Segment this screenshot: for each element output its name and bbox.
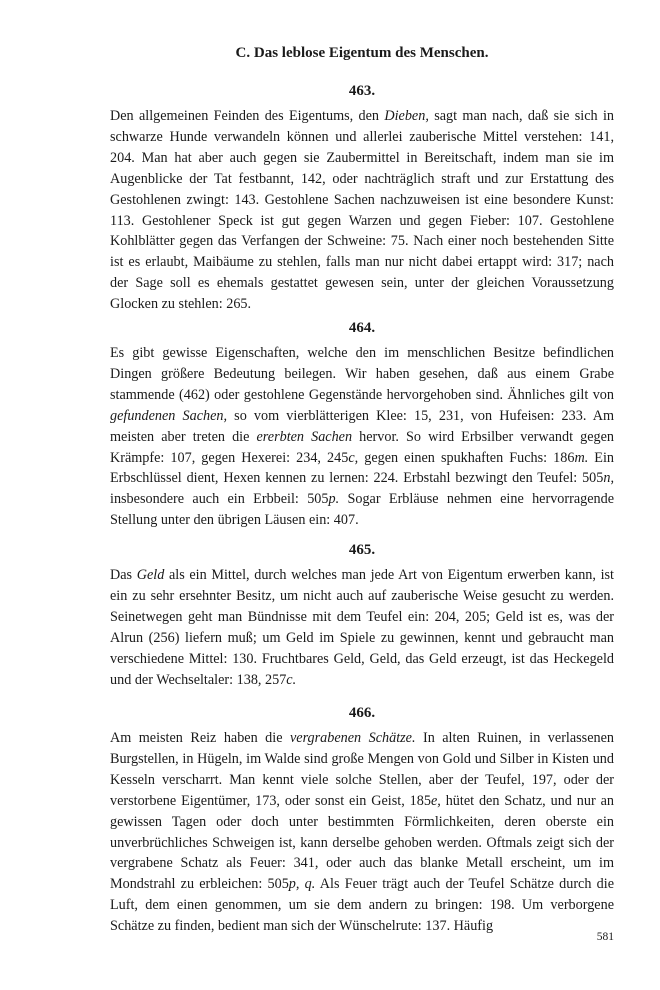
paragraph-number-466: 466. — [348, 705, 376, 721]
paragraph-466 — [110, 728, 614, 937]
paragraph-number-465: 465. — [348, 542, 376, 558]
text-run: Am meisten Reiz haben die — [110, 730, 290, 746]
text-run: gegen einen spukhaften Fuchs: 186 — [358, 449, 575, 466]
paragraph-463 — [110, 106, 614, 315]
section-title: C. Das leblose Eigentum des Menschen. — [235, 45, 489, 61]
text-run: als ein Mittel, durch welches man jede Art von Eigentum erwerben kann, ist ein zu sehr ersehnter Besitz, um nicht auch auf zauberische Weise gesucht zu werden. Seinetwegen geht man Bündnisse mit dem Teufel ein: 204, 205; Geld ist es, was der Alrun (256) liefern muß; um Geld im Spiele zu gewinnen, kennt und gebraucht man verschiedene Mittel: 130. Fruchtbares Geld, Geld, das Geld erzeugt, ist das Heckegeld und der Wechseltaler: 138, 257 — [110, 567, 614, 688]
italic-text-run: Dieben, — [384, 108, 429, 124]
italic-text-run: e, — [430, 792, 441, 809]
paragraph-465 — [110, 565, 614, 690]
italic-text-run: p. — [328, 491, 340, 508]
text-run: hütet den Schatz, und nur an gewissen Tagen oder doch unter bestimmten Förmlichkeiten, deren oberste ein unverbrüchliches Schweigen ist, kann derselbe gehoben werden. Oftmals zeigt sich der vergrabene Schatz als Feuer: 341, oder auch das blanke Metall erscheint, um im Mondstrahl zu erbleichen: 505 — [110, 792, 614, 893]
paragraph-number-464: 464. — [348, 320, 376, 336]
text-run: so vom vierblätterigen Klee: 15, 231, von Hufeisen: 233. Am meisten aber treten die — [110, 407, 614, 445]
italic-text-run: gefundenen Sachen, — [110, 407, 228, 424]
text-run: Den allgemeinen Feinden des Eigentums, den — [110, 108, 385, 124]
italic-text-run: ererbten Sachen — [256, 428, 353, 445]
text-run: sagt man nach, daß sie sich in schwarze Hunde verwandeln können und allerlei zauberische Mittel verstehen: 141, 204. Man hat aber auch gegen sie Zaubermittel in Bereitschaft, indem man sie im Augenblicke der Tat festbannt, 142, oder nachträglich straft und zur Erstattung des Gestohlenen zwingt: 143. Gestohlene Sachen nachzuweisen ist eine besondere Kunst: 113. Gestohlener Speck ist gut gegen Warzen und gegen Fieber: 107. Gestohlene Kohlblätter gegen das Verfangen der Schweine: 75. Nach einer noch bestehenden Sitte ist es erlaubt, Maibäume zu stehlen, falls man nur nicht dabei ertappt wird: 317; nach der Sage soll es ehemals gestattet gewesen sein, unter der gleichen Voraussetzung Glocken zu stehlen: 265. — [110, 108, 614, 313]
text-run: insbesondere auch ein Erbbeil: 505 — [110, 491, 329, 508]
italic-text-run: n, — [603, 470, 614, 487]
text-run: hervor. So wird Erbsilber verwandt gegen Krämpfe: 107, gegen Hexerei: 234, 245 — [110, 428, 614, 466]
text-run: Es gibt gewisse Eigenschaften, welche den im menschlichen Besitze befindlichen Dingen größere Bedeutung beilegen. Wir haben gesehen, daß aus einem Grabe stammende (462) oder gestohlene Gegenstände hervorgehoben sind. Ähnliches gilt von — [110, 345, 614, 403]
text-run: In alten Ruinen, in verlassenen Burgstellen, in Hügeln, im Walde sind große Mengen von Gold und Silber in Kisten und Kesseln verscharrt. Man kennt viele solche Stellen, aber der Teufel, 197, oder der verstorbene Eigentümer, 173, oder sonst ein Geist, 185 — [110, 730, 614, 809]
text-run: Das — [110, 567, 137, 583]
paragraph-number-463: 463. — [348, 83, 376, 99]
text-run: Sogar Erbläuse nehmen eine hervorragende Stellung unter den übrigen Läusen ein: 407. — [110, 491, 614, 529]
italic-text-run: c. — [286, 671, 297, 688]
text-run: Als Feuer trägt auch der Teufel Schätze durch die Luft, dem einen genommen, um sie dem andern zu bringen: 198. Um verborgene Schätze zu finden, bedient man sich der Wünschelrute: 137. Häufig — [110, 876, 615, 935]
italic-text-run: c, — [348, 449, 359, 466]
page-number: 581 — [596, 931, 614, 943]
italic-text-run: vergrabenen Schätze. — [289, 730, 416, 746]
paragraph-464 — [110, 343, 614, 531]
text-run: Ein Erbschlüssel dient, Hexen kennen zu lernen: 224. Erbstahl bezwingt den Teufel: 505 — [110, 449, 615, 487]
italic-text-run: m. — [574, 449, 589, 466]
italic-text-run: Geld — [136, 567, 165, 583]
italic-text-run: p, q. — [288, 876, 316, 893]
